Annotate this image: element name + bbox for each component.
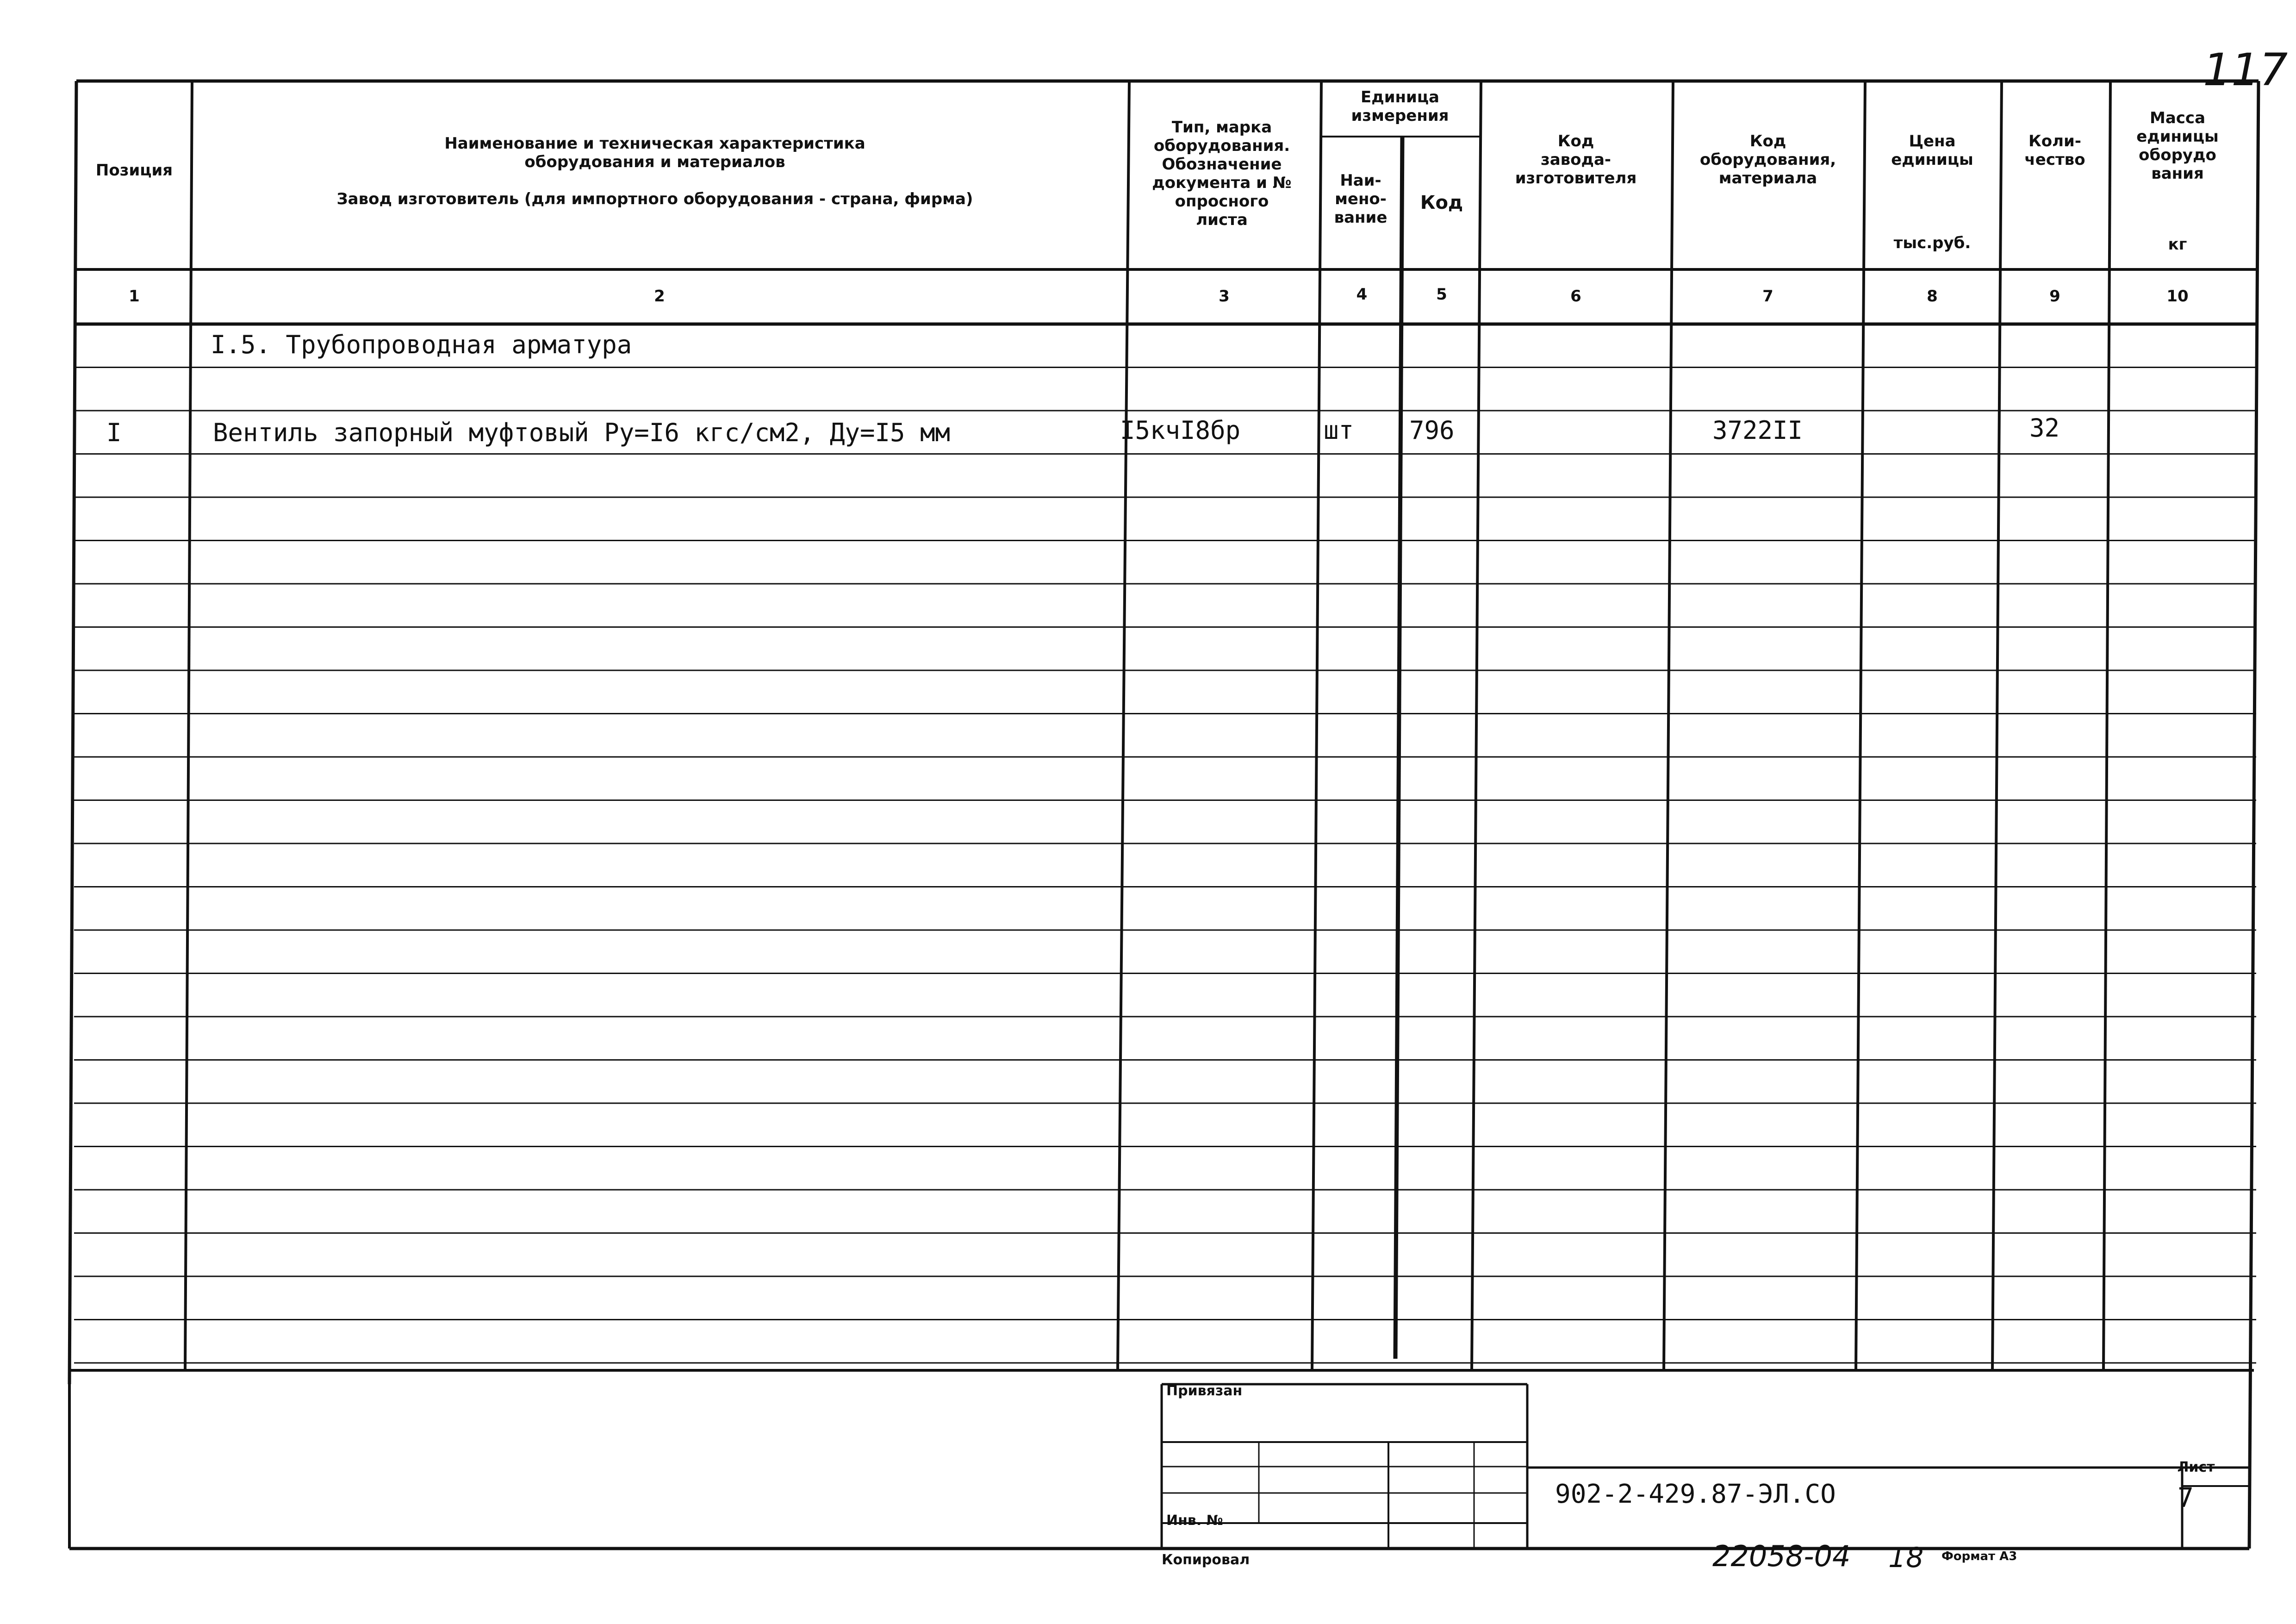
- colnum-2: 2: [654, 287, 665, 306]
- header-quantity: Коли- чество: [2024, 132, 2085, 169]
- header-unit-code: Код: [1420, 192, 1463, 213]
- cell-unit-code: 796: [1409, 416, 1455, 445]
- colnum-6: 6: [1570, 287, 1581, 306]
- stamp-inv-no: Инв. №: [1166, 1512, 1223, 1529]
- document-code: 902-2-429.87-ЭЛ.СО: [1555, 1479, 1836, 1509]
- cell-type: I5кчI8бр: [1120, 416, 1241, 445]
- colnum-4: 4: [1356, 285, 1368, 304]
- cell-position: I: [106, 418, 122, 447]
- cell-quantity: 32: [2029, 413, 2060, 443]
- header-material-code: Код оборудования, материала: [1699, 132, 1836, 187]
- header-price: Цена единицы: [1891, 132, 1973, 169]
- cell-name: Вентиль запорный муфтовый Py=I6 кгс/см2, Ду=I5 мм: [213, 418, 951, 447]
- header-unit-group: Единица измерения: [1351, 88, 1449, 125]
- header-name: Наименование и техническая характеристика оборудования и материалов Завод изготовитель (для импортного оборудования - страна, фирма): [336, 134, 973, 208]
- colnum-3: 3: [1219, 287, 1230, 306]
- column-line: [1395, 137, 1402, 1359]
- header-mass: Масса единицы оборудо вания: [2136, 109, 2219, 183]
- header-mass-unit: кг: [2168, 235, 2187, 254]
- order-number: 22058-04: [1712, 1539, 1851, 1573]
- colnum-1: 1: [129, 287, 140, 306]
- order-sheet: 18: [1888, 1542, 1924, 1574]
- column-line: [1664, 81, 1673, 1370]
- colnum-5: 5: [1436, 285, 1447, 304]
- column-line: [1992, 81, 2002, 1370]
- header-position: Позиция: [95, 161, 173, 180]
- frame-left: [69, 81, 76, 1384]
- header-price-unit: тыс.руб.: [1893, 234, 1971, 252]
- column-line: [2103, 81, 2110, 1370]
- stamp-privyazan: Привязан: [1166, 1383, 1243, 1399]
- column-line: [1472, 81, 1481, 1370]
- colnum-9: 9: [2049, 287, 2060, 306]
- header-factory-code: Код завода- изготовителя: [1515, 132, 1637, 187]
- sheet-number: 7: [2178, 1482, 2194, 1513]
- column-line: [1312, 81, 1321, 1370]
- column-line: [1118, 81, 1129, 1370]
- column-line: [185, 81, 192, 1370]
- column-line: [1856, 81, 1865, 1370]
- sheet-label: Лист: [2177, 1459, 2215, 1475]
- header-unit-name: Наи- мено- вание: [1334, 171, 1388, 227]
- cell-unit-name: шт: [1324, 416, 1354, 445]
- colnum-7: 7: [1762, 287, 1773, 306]
- colnum-10: 10: [2166, 287, 2189, 306]
- format-label: Формат А3: [1941, 1549, 2017, 1563]
- stamp-copied: Копировал: [1162, 1552, 1250, 1568]
- header-type: Тип, марка оборудования. Обозначение документа и № опросного листа: [1152, 118, 1292, 229]
- colnum-8: 8: [1927, 287, 1938, 306]
- page-number: 117: [2203, 44, 2288, 96]
- section-title: I.5. Трубопроводная арматура: [211, 330, 632, 359]
- frame-right: [2249, 81, 2259, 1549]
- cell-material-code: 3722II: [1712, 416, 1803, 445]
